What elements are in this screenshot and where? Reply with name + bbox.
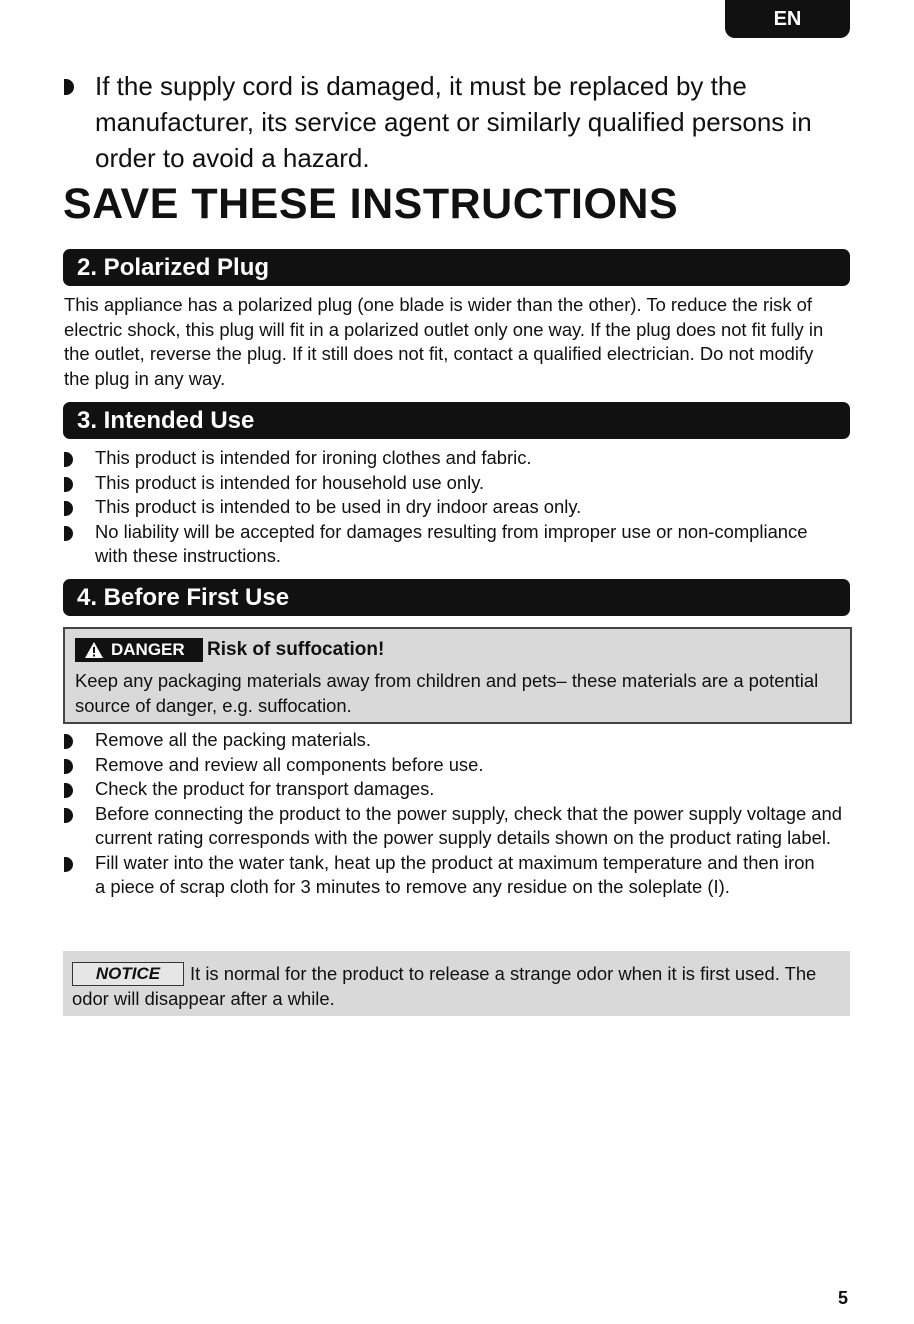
list-item [64, 68, 854, 176]
list-item [64, 495, 854, 520]
language-tab: EN [725, 0, 850, 38]
bullet-icon [64, 734, 73, 749]
list-item [64, 446, 854, 471]
section-heading-polarized-plug: 2. Polarized Plug [63, 249, 850, 286]
danger-title: Risk of suffocation! [207, 639, 385, 660]
bullet-icon [64, 526, 73, 541]
page-number: 5 [838, 1288, 849, 1308]
danger-warning-box [63, 627, 852, 724]
list-item [64, 520, 824, 569]
danger-label: DANGER [111, 640, 185, 659]
list-item [64, 851, 824, 900]
top-bullet-list [64, 68, 854, 176]
section-heading-intended-use: 3. Intended Use [63, 402, 850, 439]
list-item-text: Before connecting the product to the power supply, check that the power supply voltage and current rating corresponds with the power supply details shown on the product rating label. [95, 802, 842, 848]
danger-badge [75, 638, 203, 662]
notice-text: It is normal for the product to release a strange odor when it is first used. The odor will disappear after a while. [72, 963, 817, 1009]
intended-use-list [64, 446, 854, 569]
bullet-icon [64, 857, 73, 872]
list-item [64, 753, 854, 778]
bullet-icon [64, 477, 73, 492]
list-item-text: Remove and review all components before use. [95, 753, 484, 775]
list-item [64, 471, 854, 496]
notice-box [63, 951, 850, 1016]
list-item-text: Fill water into the water tank, heat up the product at maximum temperature and then iron a piece of scrap cloth for 3 minutes to remove any residue on the soleplate (I). [95, 851, 815, 897]
before-first-use-list [64, 728, 854, 900]
bullet-icon [64, 808, 73, 823]
notice-content [72, 962, 832, 1011]
save-instructions-heading: SAVE THESE INSTRUCTIONS [63, 180, 679, 228]
list-item-text: No liability will be accepted for damages resulting from improper use or non-compliance with these instructions. [95, 520, 808, 566]
warning-triangle-icon [84, 641, 104, 659]
list-item-text: Remove all the packing materials. [95, 729, 371, 750]
bullet-icon [64, 452, 73, 467]
list-item-text: This product is intended for ironing clothes and fabric. [95, 447, 532, 468]
bullet-icon [64, 79, 74, 95]
bullet-icon [64, 783, 73, 798]
notice-badge: NOTICE [72, 962, 184, 986]
list-item [64, 777, 854, 802]
bullet-icon [64, 759, 73, 774]
danger-text: Keep any packaging materials away from children and pets– these materials are a potential source of danger, e.g. suffocation. [75, 670, 819, 716]
polarized-plug-text: This appliance has a polarized plug (one blade is wider than the other). To reduce the risk of electric shock, this plug will fit in a polarized outlet only one way. If the plug does not fit fully in the outlet, reverse the plug. If it still does not fit, contact a qualified electrician. Do not modify the plug in any way. [64, 294, 824, 389]
list-item [64, 802, 854, 851]
list-item-text: If the supply cord is damaged, it must be replaced by the manufacturer, its service agent or similarly qualified persons in order to avoid a hazard. [95, 71, 812, 173]
list-item-text: Check the product for transport damages. [95, 778, 435, 799]
bullet-icon [64, 501, 73, 516]
list-item-text: This product is intended for household use only. [95, 471, 485, 493]
section-heading-before-first-use: 4. Before First Use [63, 579, 850, 616]
list-item [64, 728, 854, 753]
list-item-text: This product is intended to be used in dry indoor areas only. [95, 496, 582, 517]
